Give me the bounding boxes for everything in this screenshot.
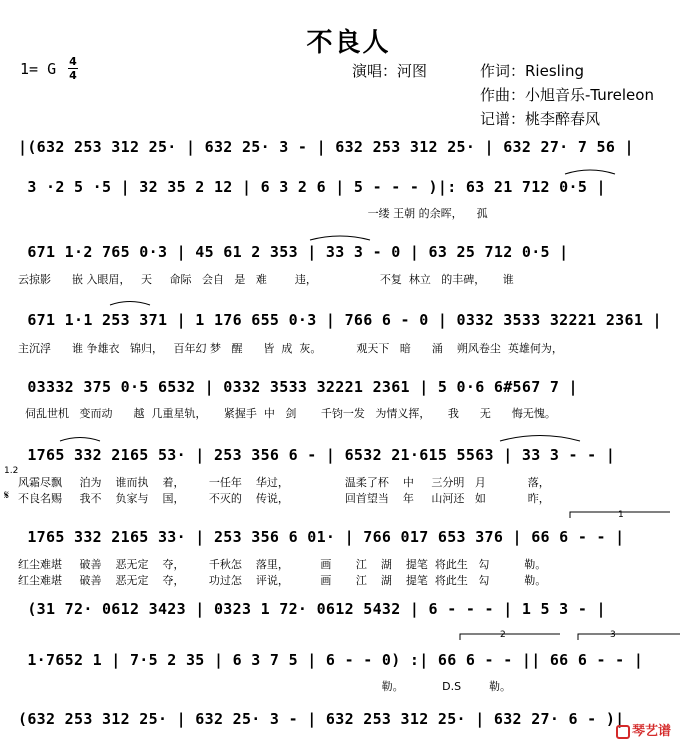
score-row-7: 1765 332 2165 33· | 253 356 6 01· | 766 017 653 376 | 66 6 - - |: [18, 528, 625, 546]
volta-2: 2: [500, 630, 506, 640]
key-signature: 1= G: [20, 60, 57, 78]
score-row-1: |(632 253 312 25· | 632 25· 3 - | 632 253 312 25· | 632 27· 7 56 |: [18, 138, 634, 156]
score-row-3: 671 1·2 765 0·3 | 45 61 2 353 | 33 3 - 0 | 63 25 712 0·5 |: [18, 243, 569, 261]
score-row-4: 671 1·1 253 371 | 1 176 655 0·3 | 766 6 - 0 | 0332 3533 32221 2361 |: [18, 311, 662, 329]
lyric-row-2: 一缕 王朝 的余晖， 孤: [18, 207, 488, 220]
lyric-row-7b: 红尘难堪 破善 恶无定 夺， 功过怎 评说， 画 江 湖 提笔 将此生 勾 勒。: [18, 574, 547, 587]
segno-sign: 𝄋: [4, 488, 10, 502]
score-row-10: (632 253 312 25· | 632 25· 3 - | 632 253 312 25· | 632 27· 6 - )|: [18, 710, 625, 728]
lyric-row-4: 主沉浮 谁 争雄衣 锦归， 百年幻 梦 醒 皆 成 灰。 观天下 暗 涌 朔风卷尘 英雄何为，: [18, 342, 563, 355]
time-top: 4: [69, 55, 77, 68]
transcriber-credit: 记谱：桃李醉春风: [480, 110, 601, 128]
singer-credit: 演唱：河图: [352, 62, 428, 80]
time-bottom: 4: [69, 69, 77, 82]
score-row-8: (31 72· 0612 3423 | 0323 1 72· 0612 5432 | 6 - - - | 1 5 3 - |: [18, 600, 606, 618]
score-row-2: 3 ·2 5 ·5 | 32 35 2 12 | 6 3 2 6 | 5 - - - )|: 63 21 712 0·5 |: [18, 178, 606, 196]
lyricist-credit: 作词：Riesling: [480, 62, 584, 80]
lyric-row-5: 伺乱世机 变而动 越 几重星轨， 紧握手 中 剑 千钧一发 为情义挥， 我 无 悔无愧。: [18, 407, 556, 420]
song-title: 不良人: [306, 28, 391, 58]
lyric-row-6b: 不良名赐 我不 负家与 国， 不灭的 传说， 回首望当 年 山河还 如 昨，: [18, 492, 550, 505]
watermark-logo-icon: [616, 725, 630, 739]
lyric-row-7a: 红尘难堪 破善 恶无定 夺， 千秋怎 落里， 画 江 湖 提笔 将此生 勾 勒。: [18, 558, 547, 571]
lyric-row-6a: 风霜尽飘 泊为 谁而执 着， 一任年 华过， 温柔了杯 中 三分明 月 落，: [18, 476, 550, 489]
composer-credit: 作曲：小旭音乐-Tureleon: [480, 86, 654, 104]
score-row-6: 1765 332 2165 53· | 253 356 6 - | 6532 21·615 5563 | 33 3 - - |: [18, 446, 616, 464]
volta-1: 1: [618, 510, 624, 520]
volta-3: 3: [610, 630, 616, 640]
lyric-row-9: 勒。 D.S 勒。: [18, 680, 512, 693]
watermark: [616, 720, 671, 739]
verse-number: 1.2: [4, 466, 19, 476]
watermark-text: 琴艺谱: [632, 724, 672, 739]
score-row-5: 03332 375 0·5 6532 | 0332 3533 32221 2361 | 5 0·6 6#567 7 |: [18, 378, 578, 396]
lyric-row-3: 云掠影 嵌 入眼眉， 天 命际 会自 是 难 违， 不复 林立 的丰碑， 谁: [18, 273, 514, 286]
score-row-9: 1·7652 1 | 7·5 2 35 | 6 3 7 5 | 6 - - 0) :| 66 6 - - || 66 6 - - |: [18, 651, 644, 669]
